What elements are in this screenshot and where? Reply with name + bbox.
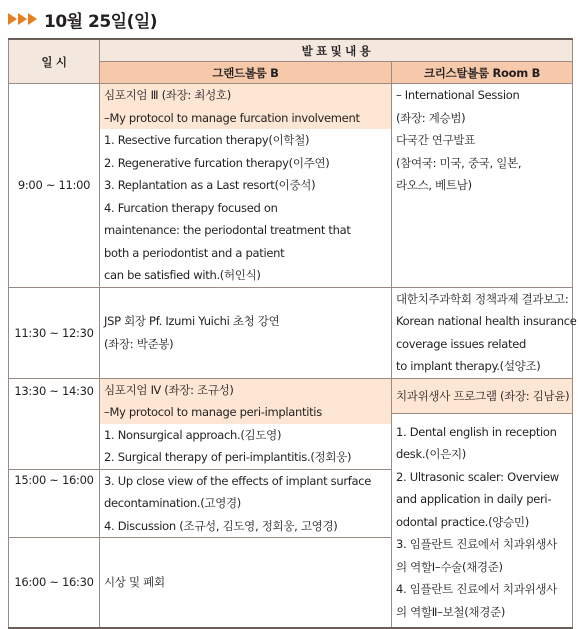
list-item: JSP 회장 Pf. Izumi Yuichi 초청 강연 <box>104 314 280 328</box>
crystal-cell <box>392 287 577 378</box>
list-item: 시상 및 폐회 <box>104 575 165 589</box>
list-item: both a periodontist and a patient <box>104 245 285 260</box>
time-cell: 16:00 ~ 16:30 <box>9 538 100 628</box>
list-item: odontal practice.(양승민) <box>396 514 529 529</box>
list-item: (좌장: 박준봉) <box>104 336 174 351</box>
grand-cell <box>100 287 392 378</box>
list-item: 4. Furcation therapy focused on <box>104 200 278 215</box>
list-item: (참여국: 미국, 중국, 일본, <box>396 155 522 170</box>
list-item: 3. Up close view of the effects of implant surface <box>104 473 372 488</box>
grand-cell <box>100 84 392 288</box>
header-grand-ballroom-b: 그랜드볼룸 B <box>100 62 392 84</box>
header-crystal-ballroom-b: 크리스탈볼룸 Room B <box>392 62 573 84</box>
header-row-1 <box>9 39 573 62</box>
time-cell: 9:00 ~ 11:00 <box>9 84 100 288</box>
triple-arrow-icon <box>8 13 38 25</box>
page-title: 10월 25일(일) <box>44 11 158 32</box>
list-item: desk.(이은지) <box>396 447 466 461</box>
table-row <box>9 84 573 288</box>
grand-cell <box>100 378 392 469</box>
crystal-cell <box>392 84 573 288</box>
list-item: coverage issues related <box>396 336 527 351</box>
list-item: can be satisfied with.(허인식) <box>104 268 261 282</box>
schedule-table <box>8 38 577 629</box>
session-subtitle: –My protocol to manage furcation involvement <box>100 107 391 130</box>
session-subtitle: –My protocol to manage peri-implantitis <box>100 401 391 424</box>
list-item: 2. Regenerative furcation therapy(이주연) <box>104 155 330 170</box>
time-cell: 13:30 ~ 14:30 <box>9 378 100 469</box>
grand-cell <box>100 469 392 538</box>
table-row <box>9 378 573 469</box>
list-item: 의 역할Ⅰ–수술(채경준) <box>396 559 503 574</box>
list-item: to implant therapy.(설양조) <box>396 359 541 373</box>
grand-cell <box>100 538 392 628</box>
list-item: (좌장: 계승범) <box>396 110 466 125</box>
list-item: and application in daily peri- <box>396 492 552 506</box>
list-item: 1. Resective furcation therapy(이학철) <box>104 133 310 147</box>
list-item: 2. Surgical therapy of peri-implantitis.(정회웅) <box>104 450 352 464</box>
header-time: 일 시 <box>9 39 100 84</box>
list-item: 의 역할Ⅱ–보철(채경준) <box>396 604 506 619</box>
list-item: Korean national health insurance <box>396 314 577 328</box>
list-item: 3. Replantation as a Last resort(이중석) <box>104 178 316 192</box>
time-cell: 11:30 ~ 12:30 <box>9 287 100 378</box>
time-cell: 15:00 ~ 16:00 <box>9 469 100 538</box>
list-item: – International Session <box>396 88 520 102</box>
list-item: decontamination.(고영경) <box>104 496 241 510</box>
list-item: 3. 임플란트 진료에서 치과위생사 <box>396 537 557 551</box>
list-item: 1. Nonsurgical approach.(김도영) <box>104 427 282 442</box>
list-item: 1. Dental english in reception <box>396 424 557 439</box>
page-header <box>8 6 157 32</box>
header-program: 발 표 및 내 용 <box>100 39 573 62</box>
list-item: 라오스, 베트남) <box>396 178 472 192</box>
list-item: 대한치주과학회 정책과제 결과보고: <box>396 291 569 306</box>
list-item: 4. Discussion (조규성, 김도영, 정회웅, 고영경) <box>104 518 338 533</box>
session-title: 심포지엄 Ⅳ (좌장: 조규성) <box>100 379 391 402</box>
crystal-cell <box>392 378 573 628</box>
list-item: maintenance: the periodontal treatment that <box>104 223 351 237</box>
session-title: 치과위생사 프로그램 (좌장: 김남윤) <box>392 379 572 414</box>
list-item: 다국간 연구발표 <box>396 133 476 147</box>
table-row <box>9 287 573 378</box>
list-item: 2. Ultrasonic scaler: Overview <box>396 469 559 484</box>
list-item: 4. 임플란트 진료에서 치과위생사 <box>396 582 557 596</box>
session-title: 심포지엄 Ⅲ (좌장: 최성호) <box>100 84 391 107</box>
